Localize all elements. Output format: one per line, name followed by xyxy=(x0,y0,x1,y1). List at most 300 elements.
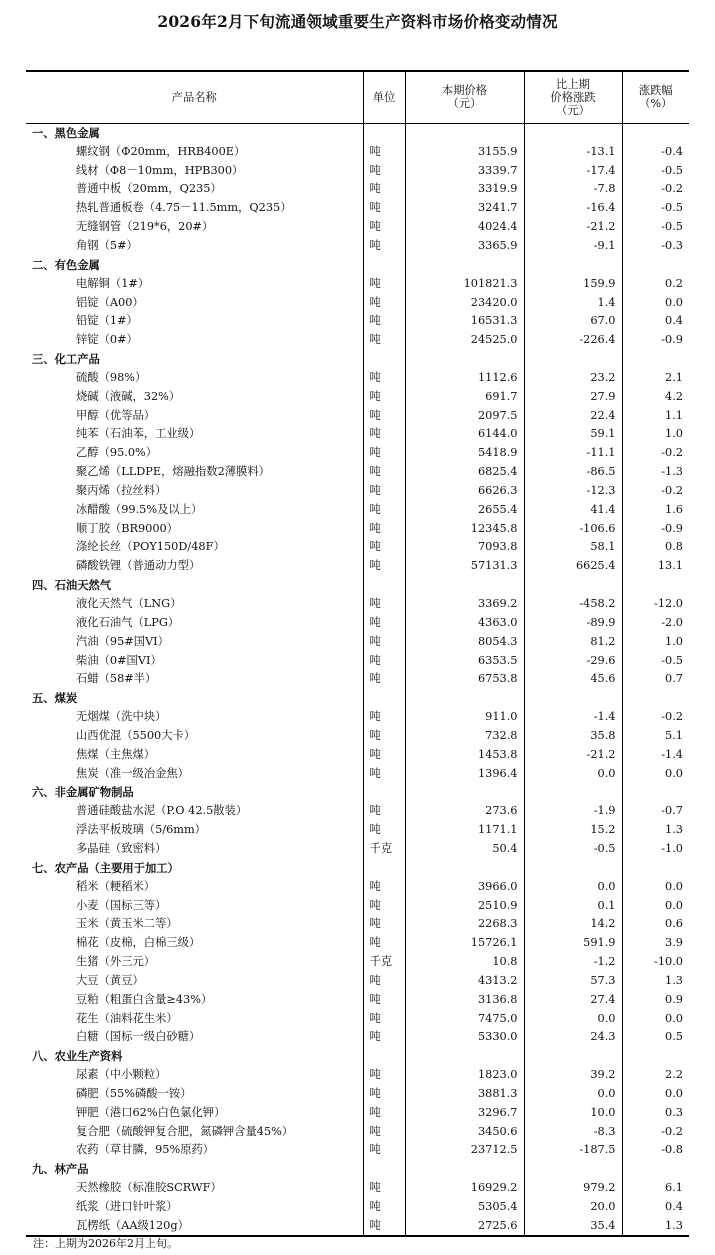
change-cell: -11.1 xyxy=(524,444,622,463)
price-cell: 3365.9 xyxy=(405,237,524,256)
change-cell: -89.9 xyxy=(524,613,622,632)
unit-cell: 吨 xyxy=(363,331,405,350)
empty-cell xyxy=(405,576,524,595)
price-cell: 16531.3 xyxy=(405,312,524,331)
category-row xyxy=(26,1047,689,1066)
product-name: 电解铜（1#） xyxy=(76,276,150,290)
table-row xyxy=(26,1122,689,1141)
product-name: 焦煤（主焦煤） xyxy=(76,747,156,761)
header-change-line: 比上期 xyxy=(556,77,590,91)
category-row xyxy=(26,255,689,274)
unit-cell: 吨 xyxy=(363,1085,405,1104)
product-name: 甲醇（优等品） xyxy=(76,408,156,422)
unit-cell: 吨 xyxy=(363,1122,405,1141)
change-cell: 20.0 xyxy=(524,1198,622,1217)
unit-cell: 吨 xyxy=(363,387,405,406)
price-cell: 23420.0 xyxy=(405,293,524,312)
price-cell: 5418.9 xyxy=(405,444,524,463)
category-row xyxy=(26,783,689,802)
table-row xyxy=(26,425,689,444)
price-cell: 3369.2 xyxy=(405,595,524,614)
pct-cell: 0.4 xyxy=(622,1198,689,1217)
unit-cell: 吨 xyxy=(363,670,405,689)
unit-cell: 吨 xyxy=(363,161,405,180)
price-cell: 3155.9 xyxy=(405,142,524,161)
product-name: 焦炭（准一级冶金焦） xyxy=(76,766,189,780)
product-name: 钾肥（港口62%白色氯化钾） xyxy=(76,1105,226,1119)
table-row xyxy=(26,1103,689,1122)
header-pct xyxy=(622,71,689,123)
change-cell: -9.1 xyxy=(524,237,622,256)
change-cell: 0.0 xyxy=(524,1085,622,1104)
product-name: 大豆（黄豆） xyxy=(76,973,144,987)
change-cell: 24.3 xyxy=(524,1028,622,1047)
unit-cell: 千克 xyxy=(363,840,405,859)
table-row xyxy=(26,896,689,915)
pct-cell: -0.7 xyxy=(622,802,689,821)
product-name: 农药（草甘膦，95%原药） xyxy=(76,1143,215,1157)
empty-cell xyxy=(405,783,524,802)
product-name: 聚乙烯（LLDPE，熔融指数2薄膜料） xyxy=(76,465,270,479)
empty-cell xyxy=(363,350,405,369)
change-cell: 57.3 xyxy=(524,971,622,990)
unit-cell: 吨 xyxy=(363,1179,405,1198)
price-cell: 273.6 xyxy=(405,802,524,821)
unit-cell: 吨 xyxy=(363,896,405,915)
unit-cell: 吨 xyxy=(363,632,405,651)
product-name: 冰醋酸（99.5%及以上） xyxy=(76,502,203,516)
product-name: 螺纹钢（Φ20mm，HRB400E） xyxy=(76,144,246,158)
table-row xyxy=(26,915,689,934)
product-name: 豆粕（粗蛋白含量≥43%） xyxy=(76,992,213,1006)
product-name: 天然橡胶（标准胶SCRWF） xyxy=(76,1181,222,1195)
product-name: 山西优混（5500大卡） xyxy=(76,728,196,742)
header-pct-line: 涨跌幅 xyxy=(638,84,673,98)
pct-cell: 0.3 xyxy=(622,1103,689,1122)
table-row xyxy=(26,1179,689,1198)
product-name: 无缝钢管（219*6，20#） xyxy=(76,220,214,234)
pct-cell: 1.3 xyxy=(622,971,689,990)
change-cell: 41.4 xyxy=(524,500,622,519)
header-price-line: 本期价格 xyxy=(441,84,488,98)
product-name: 稻米（粳稻米） xyxy=(76,879,156,893)
price-cell: 5330.0 xyxy=(405,1028,524,1047)
pct-cell: -10.0 xyxy=(622,953,689,972)
header-change xyxy=(524,71,622,123)
empty-cell xyxy=(363,783,405,802)
change-cell: 10.0 xyxy=(524,1103,622,1122)
table-row xyxy=(26,934,689,953)
table-row xyxy=(26,218,689,237)
empty-cell xyxy=(622,123,689,142)
change-cell: 35.8 xyxy=(524,727,622,746)
header-name: 产品名称 xyxy=(171,90,217,104)
unit-cell: 吨 xyxy=(363,1103,405,1122)
price-cell: 101821.3 xyxy=(405,274,524,293)
unit-cell: 吨 xyxy=(363,312,405,331)
change-cell: 0.0 xyxy=(524,764,622,783)
category-name: 三、化工产品 xyxy=(32,352,100,367)
pct-cell: -0.9 xyxy=(622,331,689,350)
pct-cell: 1.3 xyxy=(622,821,689,840)
pct-cell: -0.2 xyxy=(622,482,689,501)
change-cell: 0.1 xyxy=(524,896,622,915)
unit-cell: 吨 xyxy=(363,934,405,953)
price-cell: 3450.6 xyxy=(405,1122,524,1141)
change-cell: -106.6 xyxy=(524,519,622,538)
pct-cell: 0.0 xyxy=(622,877,689,896)
product-name: 尿素（中小颗粒） xyxy=(76,1068,167,1082)
change-cell: 591.9 xyxy=(524,934,622,953)
empty-cell xyxy=(622,858,689,877)
page-title: 2026年2月下旬流通领域重要生产资料市场价格变动情况 xyxy=(157,12,558,31)
empty-cell xyxy=(622,350,689,369)
pct-cell: -0.2 xyxy=(622,444,689,463)
change-cell: -187.5 xyxy=(524,1141,622,1160)
unit-cell: 吨 xyxy=(363,745,405,764)
unit-cell: 吨 xyxy=(363,406,405,425)
change-cell: 0.0 xyxy=(524,877,622,896)
table-row xyxy=(26,1009,689,1028)
price-cell: 911.0 xyxy=(405,708,524,727)
price-cell: 3296.7 xyxy=(405,1103,524,1122)
change-cell: -16.4 xyxy=(524,199,622,218)
product-name: 聚丙烯（拉丝料） xyxy=(76,483,167,497)
pct-cell: 1.0 xyxy=(622,425,689,444)
unit-cell: 吨 xyxy=(363,180,405,199)
change-cell: -1.4 xyxy=(524,708,622,727)
change-cell: 27.9 xyxy=(524,387,622,406)
price-cell: 2725.6 xyxy=(405,1216,524,1236)
product-name: 顺丁胶（BR9000） xyxy=(76,521,179,535)
pct-cell: 13.1 xyxy=(622,557,689,576)
product-name: 普通中板（20mm，Q235） xyxy=(76,182,222,196)
unit-cell: 吨 xyxy=(363,1009,405,1028)
change-cell: -458.2 xyxy=(524,595,622,614)
category-name: 五、煤炭 xyxy=(32,691,78,706)
pct-cell: 0.0 xyxy=(622,1085,689,1104)
empty-cell xyxy=(405,858,524,877)
pct-cell: -0.3 xyxy=(622,237,689,256)
unit-cell: 吨 xyxy=(363,595,405,614)
table-row xyxy=(26,557,689,576)
header-price-line: （元） xyxy=(447,97,482,111)
price-cell: 3136.8 xyxy=(405,990,524,1009)
empty-cell xyxy=(405,350,524,369)
price-cell: 1396.4 xyxy=(405,764,524,783)
change-cell: 22.4 xyxy=(524,406,622,425)
price-cell: 23712.5 xyxy=(405,1141,524,1160)
category-name: 八、农业生产资料 xyxy=(32,1049,123,1064)
empty-cell xyxy=(524,1160,622,1179)
pct-cell: -0.2 xyxy=(622,180,689,199)
unit-cell: 吨 xyxy=(363,1216,405,1236)
unit-cell: 吨 xyxy=(363,990,405,1009)
unit-cell: 吨 xyxy=(363,764,405,783)
pct-cell: -0.5 xyxy=(622,161,689,180)
pct-cell: -0.5 xyxy=(622,218,689,237)
table-row xyxy=(26,274,689,293)
table-row xyxy=(26,293,689,312)
product-name: 液化石油气（LPG） xyxy=(76,615,180,629)
product-name: 纸浆（进口针叶浆） xyxy=(76,1200,178,1214)
category-name: 七、农产品（主要用于加工） xyxy=(32,860,179,875)
change-cell: -29.6 xyxy=(524,651,622,670)
pct-cell: 0.0 xyxy=(622,293,689,312)
pct-cell: 2.1 xyxy=(622,368,689,387)
pct-cell: 4.2 xyxy=(622,387,689,406)
table-row xyxy=(26,971,689,990)
table-row xyxy=(26,444,689,463)
change-cell: 0.0 xyxy=(524,1009,622,1028)
unit-cell: 吨 xyxy=(363,1141,405,1160)
unit-cell: 吨 xyxy=(363,482,405,501)
pct-cell: 0.0 xyxy=(622,764,689,783)
change-cell: -17.4 xyxy=(524,161,622,180)
price-cell: 24525.0 xyxy=(405,331,524,350)
table-row xyxy=(26,802,689,821)
pct-cell: -0.4 xyxy=(622,142,689,161)
category-name: 四、石油天然气 xyxy=(32,578,112,593)
unit-cell: 吨 xyxy=(363,1198,405,1217)
pct-cell: 3.9 xyxy=(622,934,689,953)
change-cell: -1.2 xyxy=(524,953,622,972)
change-cell: 15.2 xyxy=(524,821,622,840)
product-name: 白糖（国标一级白砂糖） xyxy=(76,1030,201,1044)
table-body xyxy=(26,123,689,1236)
empty-cell xyxy=(363,576,405,595)
unit-cell: 吨 xyxy=(363,293,405,312)
empty-cell xyxy=(363,1160,405,1179)
product-name: 硫酸（98%） xyxy=(76,370,147,384)
product-name: 石蜡（58#半） xyxy=(76,672,157,686)
empty-cell xyxy=(524,783,622,802)
table-row xyxy=(26,368,689,387)
empty-cell xyxy=(405,123,524,142)
change-cell: 979.2 xyxy=(524,1179,622,1198)
product-name: 线材（Φ8－10mm，HPB300） xyxy=(76,163,244,177)
empty-cell xyxy=(622,783,689,802)
empty-cell xyxy=(363,1047,405,1066)
price-cell: 57131.3 xyxy=(405,557,524,576)
product-name: 磷酸铁锂（普通动力型） xyxy=(76,559,201,573)
table-row xyxy=(26,595,689,614)
table-row xyxy=(26,727,689,746)
price-cell: 50.4 xyxy=(405,840,524,859)
pct-cell: -0.5 xyxy=(622,199,689,218)
change-cell: 1.4 xyxy=(524,293,622,312)
category-name: 九、林产品 xyxy=(32,1162,89,1177)
unit-cell: 吨 xyxy=(363,708,405,727)
change-cell: -1.9 xyxy=(524,802,622,821)
unit-cell: 吨 xyxy=(363,237,405,256)
change-cell: 35.4 xyxy=(524,1216,622,1236)
pct-cell: -0.2 xyxy=(622,1122,689,1141)
change-cell: 45.6 xyxy=(524,670,622,689)
pct-cell: -1.4 xyxy=(622,745,689,764)
empty-cell xyxy=(622,576,689,595)
pct-cell: -2.0 xyxy=(622,613,689,632)
table-row xyxy=(26,406,689,425)
pct-cell: -0.8 xyxy=(622,1141,689,1160)
price-cell: 2655.4 xyxy=(405,500,524,519)
table-row xyxy=(26,538,689,557)
product-name: 锌锭（0#） xyxy=(76,333,138,347)
table-row xyxy=(26,387,689,406)
price-cell: 15726.1 xyxy=(405,934,524,953)
empty-cell xyxy=(405,689,524,708)
pct-cell: 0.8 xyxy=(622,538,689,557)
category-row xyxy=(26,123,689,142)
product-name: 铝锭（A00） xyxy=(76,295,144,309)
table-row xyxy=(26,1141,689,1160)
table-row xyxy=(26,953,689,972)
table-row xyxy=(26,1028,689,1047)
header-change-line: （元） xyxy=(556,103,590,117)
product-name: 液化天然气（LNG） xyxy=(76,597,182,611)
unit-cell: 吨 xyxy=(363,821,405,840)
price-cell: 3881.3 xyxy=(405,1085,524,1104)
unit-cell: 吨 xyxy=(363,444,405,463)
price-cell: 7093.8 xyxy=(405,538,524,557)
unit-cell: 吨 xyxy=(363,651,405,670)
price-cell: 6353.5 xyxy=(405,651,524,670)
empty-cell xyxy=(524,350,622,369)
price-cell: 691.7 xyxy=(405,387,524,406)
pct-cell: -0.5 xyxy=(622,651,689,670)
table-row xyxy=(26,500,689,519)
change-cell: 159.9 xyxy=(524,274,622,293)
unit-cell: 千克 xyxy=(363,953,405,972)
product-name: 棉花（皮棉，白棉三级） xyxy=(76,936,201,950)
empty-cell xyxy=(363,123,405,142)
table-row xyxy=(26,1066,689,1085)
header-change-line: 价格涨跌 xyxy=(550,90,596,104)
product-name: 多晶硅（致密料） xyxy=(76,841,167,855)
change-cell: -21.2 xyxy=(524,218,622,237)
price-cell: 3241.7 xyxy=(405,199,524,218)
table-row xyxy=(26,613,689,632)
empty-cell xyxy=(524,255,622,274)
change-cell: -21.2 xyxy=(524,745,622,764)
price-cell: 3339.7 xyxy=(405,161,524,180)
table-row xyxy=(26,745,689,764)
table-row xyxy=(26,1085,689,1104)
change-cell: 67.0 xyxy=(524,312,622,331)
pct-cell: -1.3 xyxy=(622,463,689,482)
empty-cell xyxy=(524,576,622,595)
change-cell: 58.1 xyxy=(524,538,622,557)
change-cell: -86.5 xyxy=(524,463,622,482)
table-row xyxy=(26,237,689,256)
change-cell: -7.8 xyxy=(524,180,622,199)
unit-cell: 吨 xyxy=(363,142,405,161)
pct-cell: 1.1 xyxy=(622,406,689,425)
table-row xyxy=(26,990,689,1009)
table-row xyxy=(26,199,689,218)
change-cell: -13.1 xyxy=(524,142,622,161)
pct-cell: 0.5 xyxy=(622,1028,689,1047)
price-cell: 1823.0 xyxy=(405,1066,524,1085)
pct-cell: -0.2 xyxy=(622,708,689,727)
table-row xyxy=(26,331,689,350)
price-cell: 4024.4 xyxy=(405,218,524,237)
unit-cell: 吨 xyxy=(363,368,405,387)
unit-cell: 吨 xyxy=(363,1028,405,1047)
pct-cell: 6.1 xyxy=(622,1179,689,1198)
pct-cell: 0.7 xyxy=(622,670,689,689)
price-cell: 6753.8 xyxy=(405,670,524,689)
pct-cell: 0.0 xyxy=(622,1009,689,1028)
table-row xyxy=(26,463,689,482)
change-cell: 6625.4 xyxy=(524,557,622,576)
price-cell: 2510.9 xyxy=(405,896,524,915)
empty-cell xyxy=(622,1160,689,1179)
price-cell: 7475.0 xyxy=(405,1009,524,1028)
product-name: 花生（油料花生米） xyxy=(76,1011,178,1025)
unit-cell: 吨 xyxy=(363,425,405,444)
header-pct-line: （%） xyxy=(639,97,673,111)
price-cell: 2268.3 xyxy=(405,915,524,934)
pct-cell: 5.1 xyxy=(622,727,689,746)
price-cell: 3319.9 xyxy=(405,180,524,199)
price-cell: 16929.2 xyxy=(405,1179,524,1198)
change-cell: 14.2 xyxy=(524,915,622,934)
table-row xyxy=(26,1216,689,1236)
pct-cell: 1.3 xyxy=(622,1216,689,1236)
price-cell: 4313.2 xyxy=(405,971,524,990)
price-table xyxy=(26,70,689,1237)
empty-cell xyxy=(405,1047,524,1066)
table-row xyxy=(26,651,689,670)
unit-cell: 吨 xyxy=(363,218,405,237)
category-row xyxy=(26,576,689,595)
product-name: 铅锭（1#） xyxy=(76,314,138,328)
category-name: 一、黑色金属 xyxy=(32,125,100,140)
table-row xyxy=(26,312,689,331)
change-cell: -0.5 xyxy=(524,840,622,859)
table-row xyxy=(26,821,689,840)
product-name: 涤纶长丝（POY150D/48F） xyxy=(76,540,225,554)
table-row xyxy=(26,482,689,501)
empty-cell xyxy=(363,255,405,274)
unit-cell: 吨 xyxy=(363,538,405,557)
table-row xyxy=(26,1198,689,1217)
product-name: 玉米（黄玉米二等） xyxy=(76,917,178,931)
table-row xyxy=(26,180,689,199)
footnote: 注：上期为2026年2月上旬。 xyxy=(33,1237,178,1250)
category-name: 二、有色金属 xyxy=(32,257,100,272)
pct-cell: 1.0 xyxy=(622,632,689,651)
unit-cell: 吨 xyxy=(363,613,405,632)
pct-cell: 0.2 xyxy=(622,274,689,293)
table-row xyxy=(26,519,689,538)
pct-cell: -1.0 xyxy=(622,840,689,859)
pct-cell: 0.9 xyxy=(622,990,689,1009)
product-name: 烧碱（液碱，32%） xyxy=(76,389,181,403)
pct-cell: 0.4 xyxy=(622,312,689,331)
unit-cell: 吨 xyxy=(363,463,405,482)
pct-cell: 1.6 xyxy=(622,500,689,519)
product-name: 复合肥（硫酸钾复合肥，氮磷钾含量45%） xyxy=(76,1124,294,1138)
empty-cell xyxy=(524,1047,622,1066)
table-row xyxy=(26,708,689,727)
unit-cell: 吨 xyxy=(363,557,405,576)
change-cell: -12.3 xyxy=(524,482,622,501)
table-row xyxy=(26,877,689,896)
price-cell: 10.8 xyxy=(405,953,524,972)
unit-cell: 吨 xyxy=(363,500,405,519)
